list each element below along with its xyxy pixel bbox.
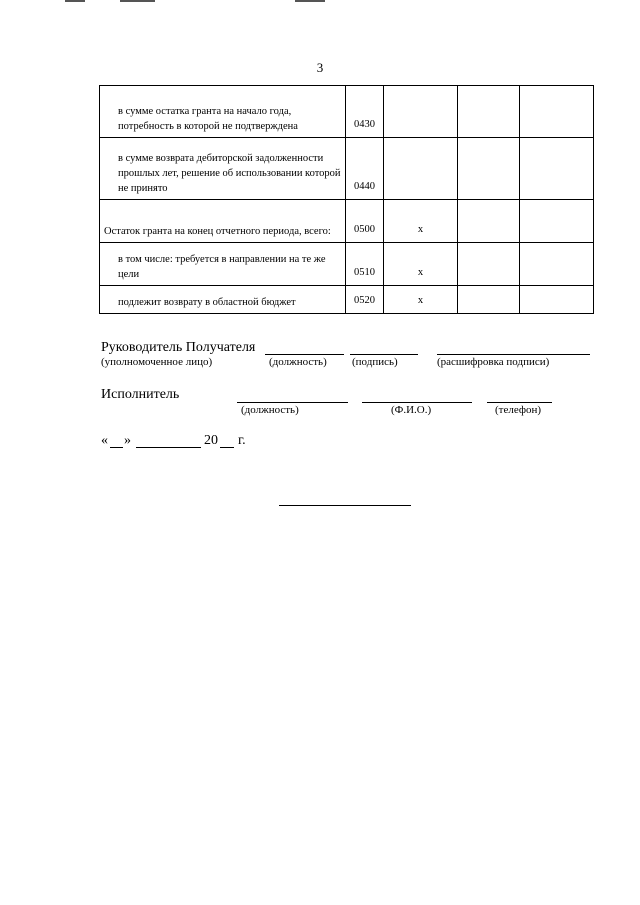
row-value-empty	[458, 138, 520, 200]
row-code: 0430	[346, 86, 384, 138]
signature-caption: (подпись)	[352, 356, 398, 368]
date-month-line	[136, 447, 201, 448]
report-table	[99, 85, 594, 314]
row-value-empty	[458, 243, 520, 286]
table-row	[100, 243, 594, 286]
row-code: 0500	[346, 200, 384, 243]
table-row	[100, 200, 594, 243]
executor-label: Исполнитель	[101, 387, 180, 402]
top-edge-mark	[295, 0, 325, 2]
date-day-line	[110, 447, 123, 448]
executor-fio-line	[362, 402, 472, 403]
executor-position-caption: (должность)	[241, 404, 299, 416]
head-label: Руководитель Получателя	[101, 340, 256, 355]
decoding-line	[437, 354, 590, 355]
row-value-empty	[520, 86, 594, 138]
row-code: 0510	[346, 243, 384, 286]
row-value: x	[384, 200, 458, 243]
decoding-caption: (расшифровка подписи)	[437, 356, 550, 368]
signature-line	[350, 354, 418, 355]
row-value	[384, 86, 458, 138]
row-name: в сумме остатка гранта на начало года, потребность в которой не подтверждена	[100, 86, 346, 138]
end-separator	[279, 505, 411, 506]
row-value-empty	[520, 243, 594, 286]
position-line	[265, 354, 344, 355]
top-edge-mark	[120, 0, 155, 2]
table-row	[100, 138, 594, 200]
fio-caption: (Ф.И.О.)	[391, 404, 432, 416]
table-row	[100, 86, 594, 138]
row-value-empty	[458, 200, 520, 243]
table-row	[100, 286, 594, 314]
date-open-quote: «	[101, 433, 108, 448]
position-caption: (должность)	[269, 356, 327, 368]
row-value-empty	[520, 286, 594, 314]
date-year-line	[220, 447, 234, 448]
row-value-empty	[458, 286, 520, 314]
date-year-prefix: 20	[204, 433, 218, 448]
row-value	[384, 138, 458, 200]
executor-phone-line	[487, 402, 552, 403]
row-name: в сумме возврата дебиторской задолженности прошлых лет, решение об использовании которой не принято	[100, 138, 346, 200]
date-close-quote: »	[124, 433, 131, 448]
phone-caption: (телефон)	[495, 404, 542, 416]
row-name: подлежит возврату в областной бюджет	[100, 286, 346, 314]
row-value: x	[384, 243, 458, 286]
row-name: Остаток гранта на конец отчетного периода, всего:	[100, 200, 346, 243]
date-year-suffix: г.	[238, 433, 246, 448]
page-number: 3	[316, 60, 324, 75]
row-code: 0520	[346, 286, 384, 314]
row-value-empty	[458, 86, 520, 138]
top-edge-mark	[65, 0, 85, 2]
authorized-person-caption: (уполномоченное лицо)	[101, 356, 213, 368]
row-code: 0440	[346, 138, 384, 200]
row-value-empty	[520, 138, 594, 200]
row-name: в том числе: требуется в направлении на те же цели	[100, 243, 346, 286]
row-value-empty	[520, 200, 594, 243]
row-value: x	[384, 286, 458, 314]
executor-position-line	[237, 402, 348, 403]
